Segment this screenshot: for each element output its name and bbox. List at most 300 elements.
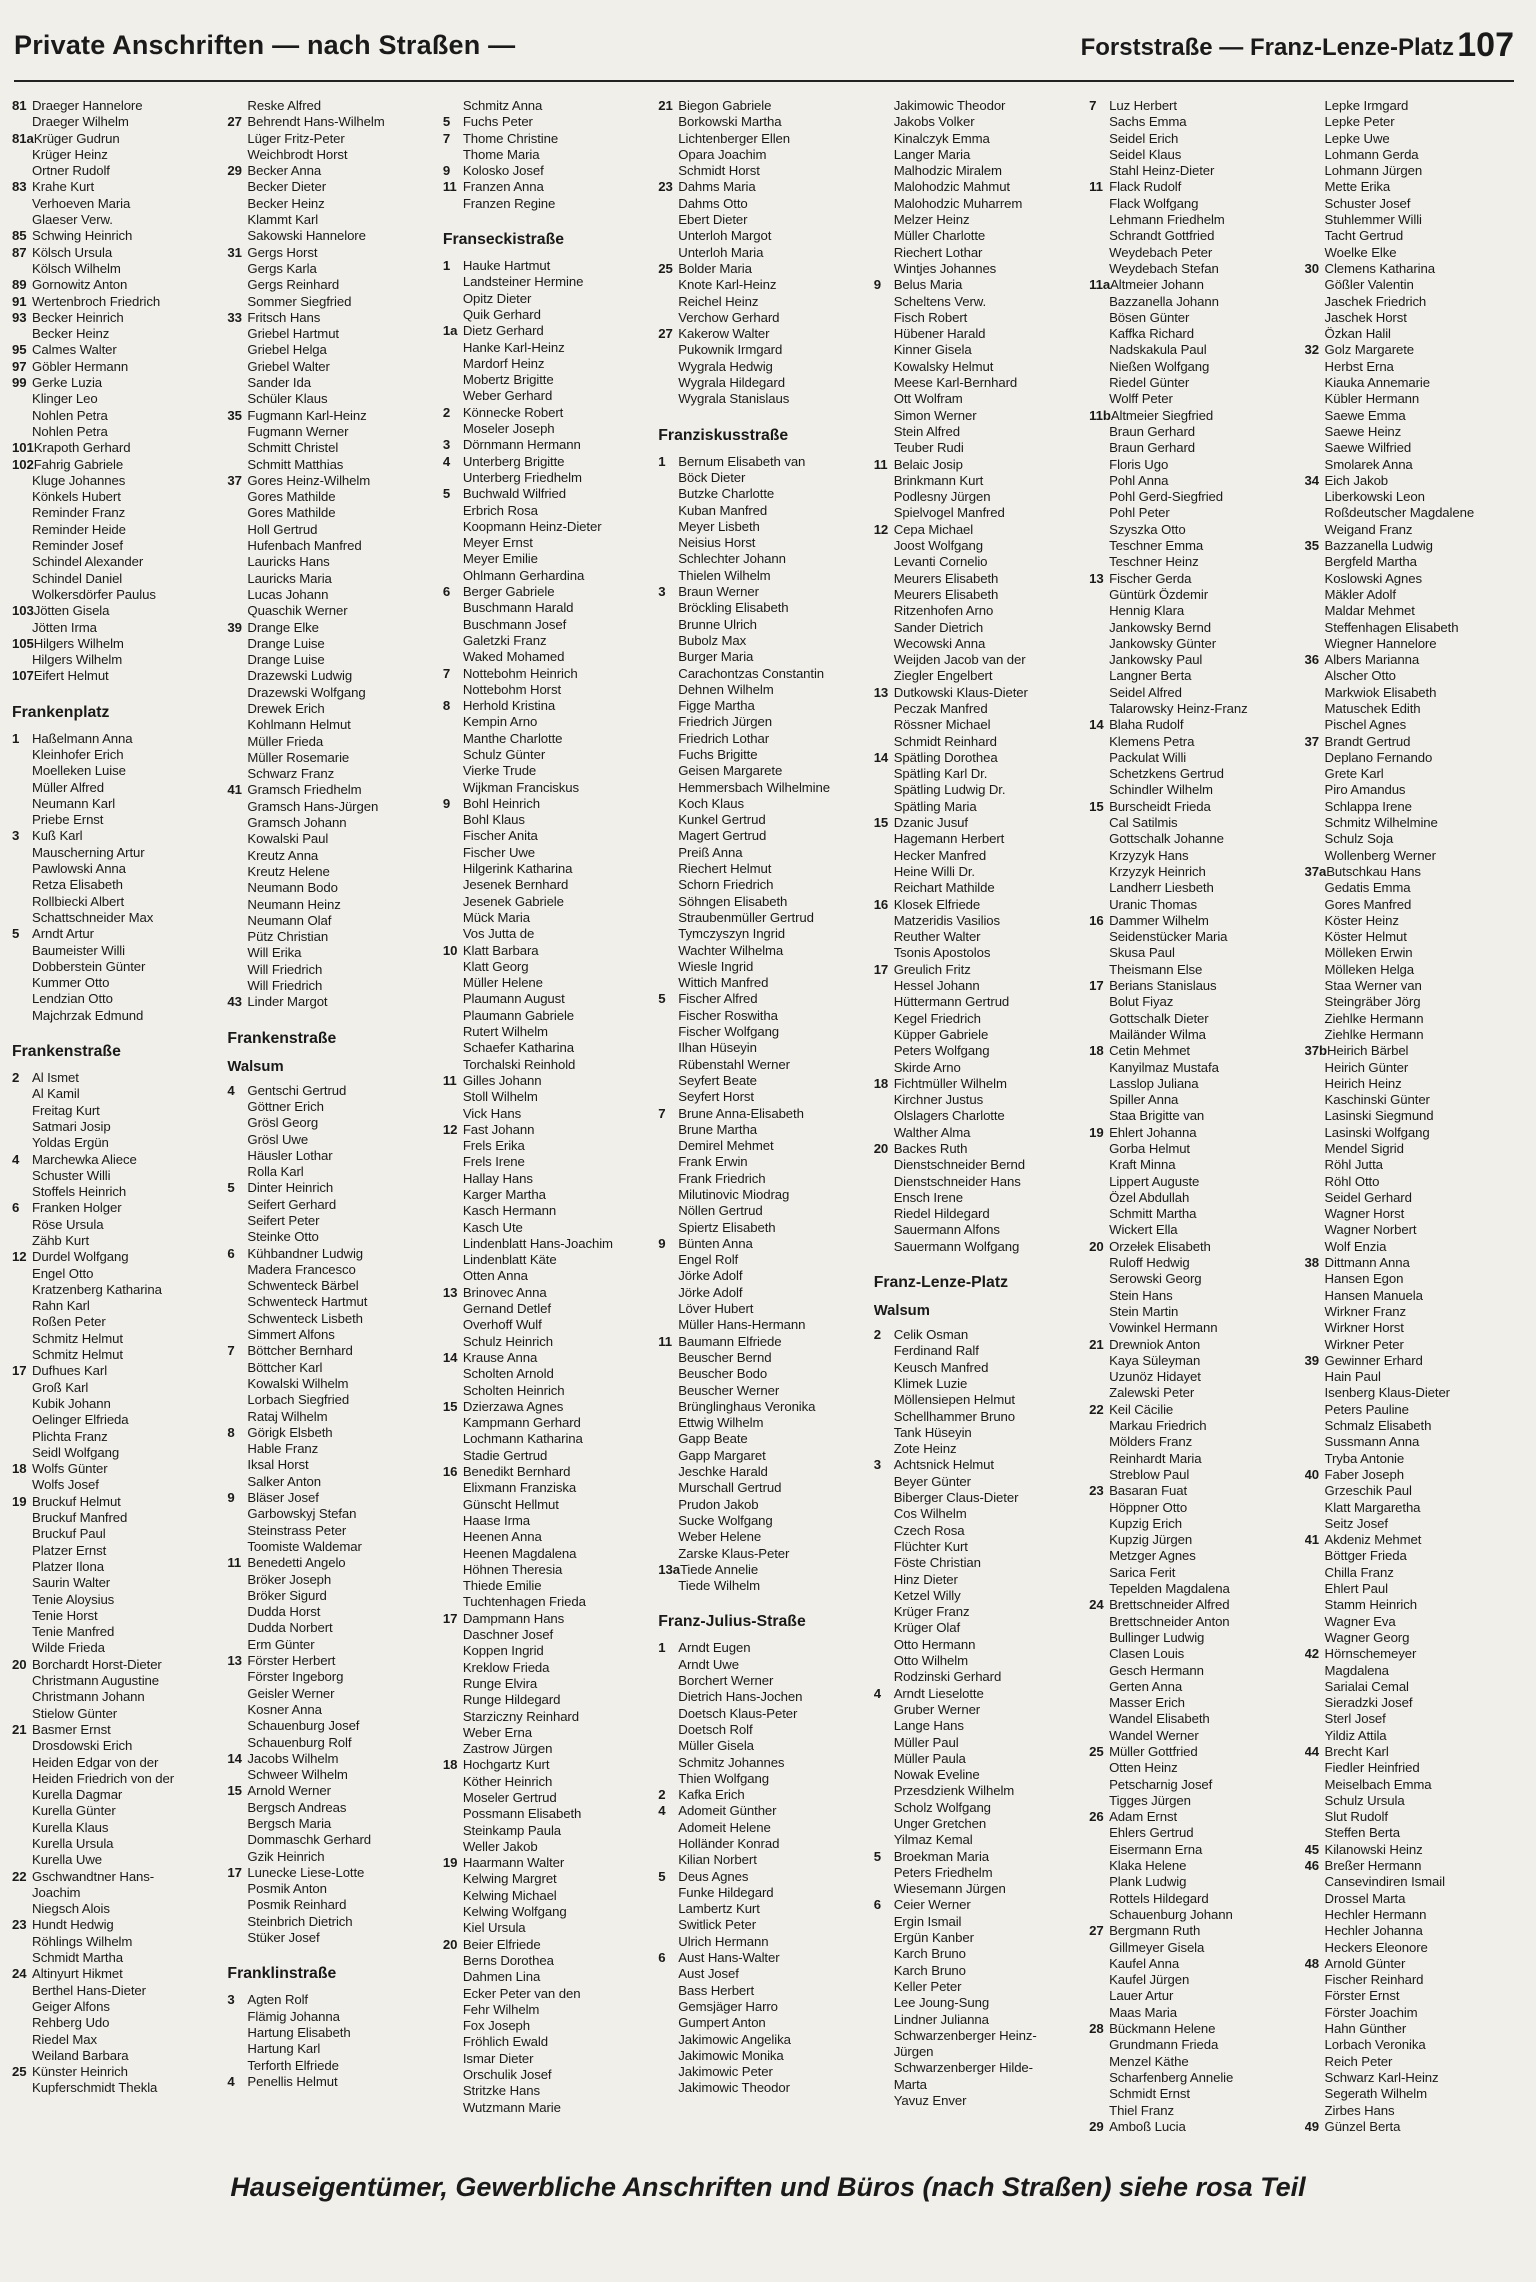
resident-name: Woelke Elke <box>1324 244 1397 260</box>
resident-name: Magert Gertrud <box>678 828 767 844</box>
resident-name: Carachontzas Constantin <box>678 665 825 681</box>
resident-entry <box>1305 375 1514 391</box>
resident-name: Pohl Gerd-Siegfried <box>1109 489 1224 505</box>
resident-entry <box>227 897 436 913</box>
resident-name: Belus Maria <box>893 277 963 293</box>
resident-entry <box>658 261 867 277</box>
resident-entry <box>1089 277 1298 293</box>
resident-name: Verhoeven Maria <box>32 195 131 211</box>
resident-entry <box>443 1578 652 1594</box>
resident-entry <box>658 1546 867 1562</box>
resident-name: Fischer Gerda <box>1109 570 1192 586</box>
resident-name: Unterloh Margot <box>678 228 772 244</box>
resident-entry <box>227 929 436 945</box>
resident-entry <box>658 698 867 714</box>
resident-entry <box>1305 1842 1514 1858</box>
resident-name: Hundt Hedwig <box>32 1917 114 1933</box>
resident-name: Meese Karl-Bernhard <box>893 375 1018 391</box>
resident-entry <box>227 1083 436 1099</box>
house-number: 45 <box>1304 1841 1319 1857</box>
resident-name: Wagner Norbert <box>1324 1222 1417 1238</box>
resident-name: Kubik Johann <box>32 1395 111 1411</box>
resident-entry <box>1089 831 1298 847</box>
resident-name: Schulz Ursula <box>1324 1792 1405 1808</box>
resident-entry <box>443 894 652 910</box>
resident-entry <box>1305 945 1514 961</box>
resident-entry <box>658 780 867 796</box>
resident-entry <box>1305 1923 1514 1939</box>
resident-entry <box>227 1555 436 1571</box>
resident-entry <box>658 294 867 310</box>
resident-entry <box>227 701 436 717</box>
house-number: 23 <box>12 1917 27 1933</box>
house-number: 38 <box>1304 1255 1319 1271</box>
resident-name: Ketzel Willy <box>893 1587 961 1603</box>
resident-entry <box>1305 1516 1514 1532</box>
resident-entry <box>874 701 1083 717</box>
resident-entry <box>1305 848 1514 864</box>
resident-entry <box>658 1040 867 1056</box>
resident-name: Markwiok Elisabeth <box>1324 684 1437 700</box>
resident-entry <box>874 945 1083 961</box>
house-number: 42 <box>1304 1646 1319 1662</box>
resident-entry <box>874 848 1083 864</box>
resident-entry <box>874 2028 1083 2044</box>
resident-name: Kurella Dagmar <box>32 1787 123 1803</box>
house-number: 1 <box>658 453 666 469</box>
resident-entry <box>227 359 436 375</box>
resident-name: Neumann Bodo <box>247 880 338 896</box>
resident-entry <box>1305 440 1514 456</box>
resident-entry <box>1305 228 1514 244</box>
resident-entry <box>12 1217 221 1233</box>
resident-entry <box>12 780 221 796</box>
resident-entry <box>1305 1157 1514 1173</box>
resident-entry <box>658 1738 867 1754</box>
resident-name: Jörke Adolf <box>678 1284 743 1300</box>
resident-name: Bergfeld Martha <box>1324 554 1417 570</box>
resident-entry <box>1089 473 1298 489</box>
resident-entry <box>658 568 867 584</box>
resident-entry <box>874 1686 1083 1702</box>
resident-entry <box>1305 1940 1514 1956</box>
resident-name: Jakimowic Peter <box>678 2064 773 2080</box>
resident-name: Lepke Peter <box>1324 114 1395 130</box>
resident-name: Bröker Sigurd <box>247 1587 327 1603</box>
resident-entry <box>874 1702 1083 1718</box>
resident-entry <box>658 1885 867 1901</box>
resident-entry <box>874 1555 1083 1571</box>
house-number: 19 <box>442 1855 458 1871</box>
resident-entry <box>443 1252 652 1268</box>
resident-name: Riechert Lothar <box>893 244 983 260</box>
resident-entry <box>874 1222 1083 1238</box>
resident-entry <box>1089 1027 1298 1043</box>
resident-entry <box>1089 1565 1298 1581</box>
resident-name: Kohlmann Helmut <box>247 717 351 733</box>
resident-name: Jötten Irma <box>32 619 97 635</box>
resident-name: Seidl Wolfgang <box>32 1444 120 1460</box>
resident-name: Ott Wolfram <box>893 391 963 407</box>
resident-entry <box>1305 1434 1514 1450</box>
column-5 <box>874 98 1083 2148</box>
resident-entry <box>658 1673 867 1689</box>
house-number: 17 <box>227 1864 242 1880</box>
resident-name: Müller Alfred <box>32 779 104 795</box>
resident-entry <box>658 861 867 877</box>
resident-entry <box>874 1108 1083 1124</box>
resident-entry <box>227 1360 436 1376</box>
resident-name: Kowalski Wilhelm <box>247 1375 349 1391</box>
resident-entry <box>874 1865 1083 1881</box>
resident-name: Seidenstücker Maria <box>1109 929 1228 945</box>
resident-name: Wolfs Günter <box>32 1461 108 1477</box>
house-number: 21 <box>12 1721 27 1737</box>
resident-name: Arndt Artur <box>32 926 94 942</box>
resident-name: Gößler Valentin <box>1324 277 1414 293</box>
resident-name: Ehlert Johanna <box>1109 1124 1197 1140</box>
house-number: 7 <box>1089 98 1097 113</box>
resident-entry <box>658 2064 867 2080</box>
house-number: 5 <box>12 926 20 942</box>
resident-name: Höppner Otto <box>1109 1499 1188 1515</box>
resident-name: Tenie Horst <box>32 1607 98 1623</box>
house-number: 12 <box>12 1249 27 1265</box>
resident-name: Niegsch Alois <box>32 1901 110 1917</box>
resident-name: Kurella Günter <box>32 1803 116 1819</box>
resident-name: Schmitz Helmut <box>32 1347 123 1363</box>
resident-entry <box>658 910 867 926</box>
resident-name: Rahn Karl <box>32 1298 90 1314</box>
resident-entry <box>443 405 652 421</box>
resident-name: Gergs Horst <box>247 244 318 260</box>
resident-name: Beuscher Werner <box>678 1382 780 1398</box>
resident-name: Seidel Erich <box>1109 130 1179 146</box>
resident-name: Verchow Gerhard <box>678 309 780 325</box>
resident-name: Koslowski Agnes <box>1324 570 1422 586</box>
resident-entry <box>1305 2086 1514 2102</box>
resident-entry <box>874 2093 1083 2109</box>
resident-entry <box>1089 1500 1298 1516</box>
house-number: 12 <box>873 521 889 537</box>
resident-entry <box>227 734 436 750</box>
resident-entry <box>874 1327 1083 1343</box>
resident-entry <box>1305 342 1514 358</box>
resident-name: Gzik Heinrich <box>247 1848 325 1864</box>
resident-name: Fröhlich Ewald <box>462 2034 548 2050</box>
resident-name: Calmes Walter <box>32 342 117 358</box>
resident-name: Flüchter Kurt <box>893 1538 968 1554</box>
house-number: 27 <box>1089 1923 1104 1939</box>
resident-entry <box>443 1024 652 1040</box>
resident-entry <box>1089 440 1298 456</box>
resident-entry <box>874 1979 1083 1995</box>
resident-entry <box>12 2032 221 2048</box>
resident-entry <box>1305 505 1514 521</box>
resident-name: Heenen Anna <box>462 1529 542 1545</box>
resident-entry <box>874 489 1083 505</box>
resident-name: Weiland Barbara <box>32 2047 129 2063</box>
resident-name: Seyfert Horst <box>678 1089 754 1105</box>
resident-entry <box>1089 1972 1298 1988</box>
resident-name: Piro Amandus <box>1324 782 1406 798</box>
resident-entry <box>1089 1157 1298 1173</box>
house-number: 13a <box>658 1561 680 1577</box>
resident-entry <box>658 551 867 567</box>
resident-name: Neumann Heinz <box>247 896 341 912</box>
resident-entry <box>227 587 436 603</box>
resident-entry <box>12 1494 221 1510</box>
house-number: 91 <box>12 293 27 309</box>
resident-name: Gschwandtner Hans- <box>32 1868 155 1884</box>
resident-entry <box>443 486 652 502</box>
resident-name: Altinyurt Hikmet <box>32 1966 123 1982</box>
resident-name: Gumpert Anton <box>678 2015 766 2031</box>
resident-name: Heirich Heinz <box>1324 1075 1402 1091</box>
resident-entry <box>874 1376 1083 1392</box>
resident-name: Hinz Dieter <box>893 1571 958 1587</box>
resident-name: Straubenmüller Gertrud <box>678 909 814 925</box>
resident-entry <box>227 962 436 978</box>
resident-entry <box>227 1441 436 1457</box>
resident-name: Schmitz Johannes <box>678 1754 785 1770</box>
resident-name: Bruckuf Manfred <box>32 1510 128 1526</box>
resident-name: Arnold Werner <box>247 1783 331 1799</box>
resident-entry <box>1305 1728 1514 1744</box>
resident-entry <box>874 505 1083 521</box>
resident-name: Mailänder Wilma <box>1109 1026 1206 1042</box>
house-number: 5 <box>442 114 451 130</box>
resident-entry <box>12 147 221 163</box>
resident-entry <box>874 1523 1083 1539</box>
resident-name: Kelwing Wolfgang <box>462 1904 567 1920</box>
resident-name: Wilde Frieda <box>32 1640 105 1656</box>
resident-entry <box>1305 1956 1514 1972</box>
house-number: 18 <box>1089 1043 1104 1059</box>
resident-entry <box>12 1901 221 1917</box>
resident-entry <box>874 799 1083 815</box>
resident-name: Eich Jakob <box>1324 472 1389 488</box>
resident-name: Schaefer Katharina <box>462 1040 574 1056</box>
resident-entry <box>1089 2070 1298 2086</box>
resident-entry <box>443 1268 652 1284</box>
resident-entry <box>874 1092 1083 1108</box>
resident-entry <box>1305 1695 1514 1711</box>
resident-entry <box>12 196 221 212</box>
resident-name: Baumeister Willi <box>32 942 125 958</box>
resident-entry <box>443 274 652 290</box>
resident-name: Kurella Uwe <box>32 1852 102 1868</box>
resident-name: Bergsch Maria <box>247 1815 332 1831</box>
resident-entry <box>874 636 1083 652</box>
resident-name: Amboß Lucia <box>1109 2118 1186 2134</box>
resident-entry <box>443 98 652 114</box>
house-number: 97 <box>12 358 27 374</box>
resident-name: Hauke Hartmut <box>462 258 551 274</box>
resident-entry <box>227 1620 436 1636</box>
resident-name: Freitag Kurt <box>32 1102 100 1118</box>
resident-entry <box>1305 2021 1514 2037</box>
resident-entry <box>227 473 436 489</box>
resident-name: Drange Elke <box>247 619 319 635</box>
resident-name: Celik Osman <box>893 1327 969 1343</box>
resident-name: Dahms Maria <box>678 179 756 195</box>
resident-name: Kowalsky Helmut <box>893 358 994 374</box>
resident-entry <box>227 342 436 358</box>
resident-name: Schwenteck Lisbeth <box>247 1310 363 1326</box>
resident-name: Schwarz Franz <box>247 766 335 782</box>
resident-name: Görigk Elsbeth <box>247 1424 333 1440</box>
resident-entry <box>443 1904 652 1920</box>
resident-entry <box>227 554 436 570</box>
resident-entry <box>1305 1907 1514 1923</box>
resident-name: Bolder Maria <box>678 260 752 276</box>
resident-entry <box>227 815 436 831</box>
resident-name: Schwenteck Bärbel <box>247 1278 359 1294</box>
resident-entry <box>1089 1304 1298 1320</box>
resident-name: Schuster Josef <box>1324 195 1411 211</box>
resident-name: Lauricks Hans <box>247 554 330 570</box>
resident-name: Wutzmann Marie <box>462 2099 561 2115</box>
resident-name: Sander Dietrich <box>893 619 984 635</box>
resident-entry <box>443 1709 652 1725</box>
resident-name: Hanke Karl-Heinz <box>462 339 565 355</box>
resident-name: Steingräber Jörg <box>1324 994 1421 1010</box>
resident-entry <box>443 731 652 747</box>
resident-name: Weichbrodt Horst <box>247 146 348 162</box>
resident-entry <box>658 114 867 130</box>
resident-name: Will Erika <box>247 945 302 961</box>
resident-name: Özel Abdullah <box>1109 1189 1190 1205</box>
resident-name: Jakimowic Angelika <box>678 2031 791 2047</box>
resident-name: Breßer Hermann <box>1324 1858 1422 1874</box>
district-heading: Walsum <box>227 1058 284 1075</box>
resident-name: Kiel Ursula <box>462 1920 526 1936</box>
resident-name: Thien Wolfgang <box>678 1770 769 1786</box>
resident-name: Malohodzic Muharrem <box>893 195 1023 211</box>
resident-name: Kiauka Annemarie <box>1324 375 1430 391</box>
resident-entry <box>874 359 1083 375</box>
resident-entry <box>658 2080 867 2096</box>
resident-name: Fischer Wolfgang <box>678 1024 780 1040</box>
resident-entry <box>12 1543 221 1559</box>
resident-entry <box>658 633 867 649</box>
resident-name: Reich Peter <box>1324 2053 1393 2069</box>
resident-name: Seifert Peter <box>247 1213 320 1228</box>
resident-entry <box>1089 1288 1298 1304</box>
resident-entry <box>12 1673 221 1689</box>
resident-name: Behrendt Hans-Wilhelm <box>247 114 385 130</box>
resident-name: Reminder Heide <box>32 521 126 537</box>
resident-name: Bass Herbert <box>678 1982 755 1998</box>
resident-entry <box>1089 359 1298 375</box>
resident-entry <box>1305 310 1514 326</box>
house-number: 37 <box>227 472 242 488</box>
resident-name: Wandel Werner <box>1109 1727 1199 1743</box>
resident-entry <box>1089 929 1298 945</box>
resident-name: Wagner Horst <box>1324 1206 1405 1222</box>
resident-name: Kupferschmidt Thekla <box>32 2080 158 2096</box>
resident-entry <box>1305 1972 1514 1988</box>
resident-name: Dörnmann Hermann <box>462 437 581 453</box>
resident-name: Weydebach Stefan <box>1109 260 1219 276</box>
resident-name: Demirel Mehmet <box>678 1138 774 1154</box>
resident-name: Talarowsky Heinz-Franz <box>1109 700 1248 716</box>
house-number: 24 <box>1089 1597 1104 1613</box>
resident-entry <box>227 457 436 473</box>
house-number: 22 <box>1089 1401 1104 1417</box>
resident-name: Kleinhofer Erich <box>32 746 124 762</box>
resident-name: Bazzanella Ludwig <box>1324 538 1433 554</box>
resident-name: Peczak Manfred <box>893 700 988 716</box>
resident-entry <box>1305 1565 1514 1581</box>
resident-name: Müller Hans-Hermann <box>678 1317 806 1333</box>
resident-name: Grösl Georg <box>247 1115 319 1131</box>
resident-entry <box>443 1383 652 1399</box>
resident-name: Opara Joachim <box>678 146 767 162</box>
resident-name: Hallay Hans <box>462 1170 533 1186</box>
resident-entry <box>1305 1809 1514 1825</box>
resident-entry <box>443 2100 652 2116</box>
resident-name: Gemsjäger Harro <box>678 1998 778 2014</box>
resident-name: Rolla Karl <box>247 1164 304 1180</box>
resident-entry <box>443 437 652 453</box>
resident-name: Oelinger Elfrieda <box>32 1412 129 1428</box>
resident-entry <box>12 1608 221 1624</box>
resident-entry <box>658 519 867 535</box>
resident-entry <box>443 1888 652 1904</box>
resident-name: Spätling Ludwig Dr. <box>893 782 1006 798</box>
resident-entry <box>658 1220 867 1236</box>
resident-name: Herhold Kristina <box>462 698 556 714</box>
resident-name: Wygrala Hedwig <box>678 358 773 374</box>
resident-name: Unterberg Friedhelm <box>462 469 582 485</box>
resident-name: Weber Erna <box>462 1724 532 1740</box>
street-heading: Frankenstraße <box>12 1043 121 1061</box>
resident-entry <box>874 1043 1083 1059</box>
resident-entry <box>874 1995 1083 2011</box>
resident-name: Braun Gerhard <box>1109 423 1196 439</box>
resident-name: Dienstschneider Hans <box>893 1173 1021 1189</box>
resident-name: Fischer Uwe <box>462 844 536 860</box>
resident-name: Müller Charlotte <box>893 228 986 244</box>
house-number: 17 <box>1089 978 1104 994</box>
resident-entry <box>1089 554 1298 570</box>
resident-name: Adam Ernst <box>1109 1809 1178 1825</box>
resident-entry <box>443 649 652 665</box>
resident-name: Kratzenberg Katharina <box>32 1281 162 1297</box>
resident-entry <box>12 1950 221 1966</box>
resident-name: Simon Werner <box>893 407 977 423</box>
resident-name: Grzeschik Paul <box>1324 1483 1412 1499</box>
resident-entry <box>658 359 867 375</box>
resident-entry <box>1089 457 1298 473</box>
resident-name: Agten Rolf <box>247 1992 309 2008</box>
resident-entry <box>12 1363 221 1379</box>
resident-entry <box>227 294 436 310</box>
resident-entry <box>658 1917 867 1933</box>
house-number: 2 <box>442 404 451 420</box>
resident-entry <box>1089 2103 1298 2119</box>
house-number: 36 <box>1304 652 1319 668</box>
resident-name: Wirkner Peter <box>1324 1336 1404 1352</box>
resident-name: Gewinner Erhard <box>1324 1352 1423 1368</box>
resident-name: Böck Dieter <box>678 469 746 485</box>
resident-name: Starziczny Reinhard <box>462 1708 579 1724</box>
resident-name: Clemens Katharina <box>1324 260 1435 276</box>
resident-name: Orschulik Josef <box>462 2067 552 2083</box>
resident-entry <box>227 994 436 1010</box>
